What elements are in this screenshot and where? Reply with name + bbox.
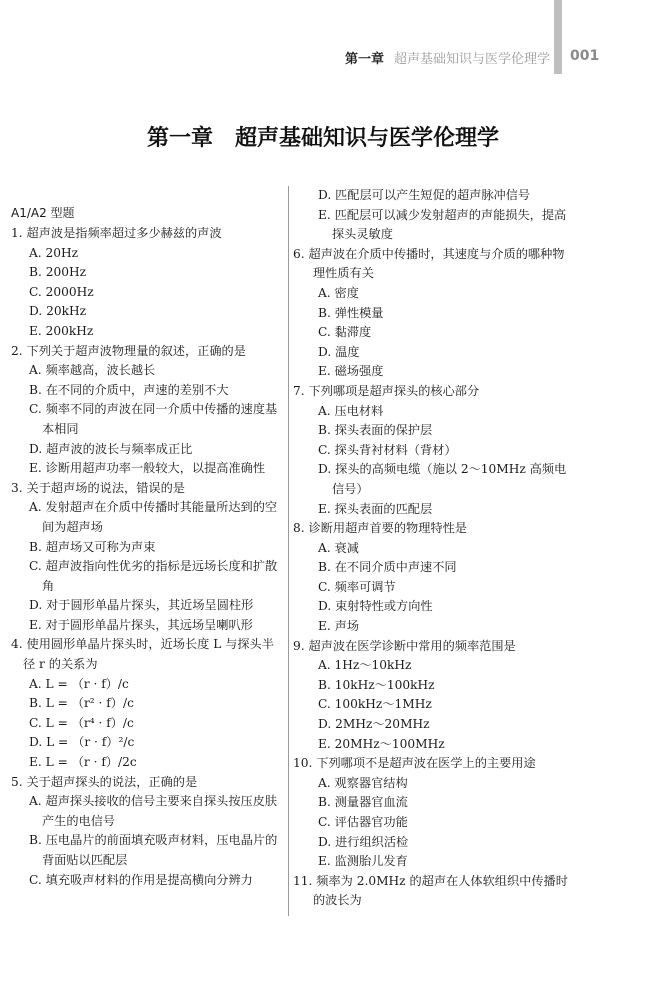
- question-stem: 11. 频率为 2.0MHz 的超声在人体软组织中传播时的波长为: [293, 873, 568, 908]
- option-b: B. 探头表面的保护层: [318, 423, 433, 438]
- option-c: C. L = （r⁴ · f）/c: [29, 715, 134, 730]
- question-stem: 8. 诊断用超声首要的物理特性是: [293, 521, 467, 536]
- option-d: D. 进行组织活检: [318, 834, 409, 849]
- question-stem: 1. 超声波是指频率超过多少赫兹的声波: [11, 226, 222, 240]
- option-e: E. 声场: [318, 619, 360, 634]
- option-e: E. 20MHz～100MHz: [318, 736, 445, 751]
- question-stem: 7. 下列哪项是超声探头的核心部分: [293, 383, 480, 398]
- option-a: A. 衰减: [318, 540, 359, 555]
- question-stem: 2. 下列关于超声波物理量的叙述，正确的是: [11, 343, 246, 358]
- option-a: A. 超声探头接收的信号主要来自探头按压皮肤产生的电信号: [29, 794, 278, 828]
- option-d: D. 束射特性或方向性: [318, 599, 433, 614]
- option-c: C. 评估器官功能: [318, 815, 408, 829]
- option-c: C. 频率可调节: [318, 579, 396, 594]
- option-c: C. 2000Hz: [29, 284, 94, 299]
- option-e: E. 诊断用超声功率一般较大，以提高准确性: [29, 461, 266, 476]
- section-label: A1/A2 型题: [11, 206, 75, 220]
- question-11: [293, 872, 568, 911]
- question-7: [293, 382, 568, 519]
- option-c: C. 黏滞度: [318, 325, 372, 340]
- option-b: B. 测量器官血流: [318, 795, 408, 810]
- option-b: B. L = （r² · f）/c: [29, 696, 134, 711]
- option-d: D. 20kHz: [29, 304, 87, 319]
- option-b: B. 在不同的介质中，声速的差别不大: [29, 382, 229, 397]
- option-b: B. 200Hz: [29, 265, 87, 280]
- option-d: D. 2MHz～20MHz: [318, 717, 430, 732]
- option-a: A. 频率越高，波长越长: [29, 363, 156, 378]
- option-a: A. 观察器官结构: [318, 775, 408, 790]
- option-d: D. 超声波的波长与频率成正比: [29, 441, 193, 456]
- question-10: [293, 754, 568, 872]
- question-5: [11, 773, 283, 891]
- option-d: D. 温度: [318, 344, 360, 359]
- option-e: E. 磁场强度: [318, 364, 384, 379]
- option-c: C. 超声波指向性优劣的指标是远场长度和扩散角: [29, 559, 278, 593]
- option-a: A. 20Hz: [29, 245, 79, 260]
- right-column: [293, 186, 568, 911]
- question-8: [293, 519, 568, 637]
- column-divider: [288, 186, 289, 916]
- running-header: [0, 44, 646, 68]
- question-1: [11, 224, 283, 342]
- option-b: B. 超声场又可称为声束: [29, 539, 156, 554]
- option-e: E. 对于圆形单晶片探头，其远场呈喇叭形: [29, 617, 253, 632]
- chapter-title: 第一章 超声基础知识与医学伦理学: [146, 126, 499, 151]
- question-6: [293, 245, 568, 382]
- header-chapter-subtitle: 超声基础知识与医学伦理学: [394, 52, 551, 67]
- option-a: A. 密度: [318, 285, 359, 300]
- question-stem: 4. 使用圆形单晶片探头时，近场长度 L 与探头半径 r 的关系为: [11, 637, 274, 672]
- question-stem: 10. 下列哪项不是超声波在医学上的主要用途: [293, 756, 536, 771]
- option-a: A. 发射超声在介质中传播时其能量所达到的空间为超声场: [29, 500, 278, 534]
- option-d: D. L = （r · f）²/c: [29, 735, 135, 750]
- left-column: [11, 186, 283, 890]
- option-a: A. L = （r · f）/c: [29, 676, 129, 691]
- question-stem: 6. 超声波在介质中传播时，其速度与介质的哪种物理性质有关: [293, 246, 565, 281]
- option-b: B. 10kHz～100kHz: [318, 677, 435, 692]
- option-d: D. 对于圆形单晶片探头，其近场呈圆柱形: [29, 598, 254, 613]
- question-5-continued: [293, 186, 568, 245]
- option-c: C. 100kHz～1MHz: [318, 697, 432, 712]
- question-3: [11, 479, 283, 636]
- question-stem: 5. 关于超声探头的说法，正确的是: [11, 774, 198, 789]
- option-c: C. 频率不同的声波在同一介质中传播的速度基本相同: [29, 402, 278, 436]
- option-e: E. 200kHz: [29, 323, 94, 338]
- option-d: D. 探头的高频电缆（施以 2～10MHz 高频电信号）: [318, 462, 567, 496]
- option-b: B. 在不同介质中声速不同: [318, 560, 457, 575]
- header-chapter-label: 第一章: [345, 52, 385, 67]
- question-stem: 3. 关于超声场的说法，错误的是: [11, 480, 185, 495]
- page-number: 001: [570, 48, 600, 64]
- option-b: B. 弹性模量: [318, 305, 384, 320]
- option-e: E. 探头表面的匹配层: [318, 501, 433, 516]
- option-d: D. 匹配层可以产生短促的超声脉冲信号: [318, 188, 531, 202]
- option-b: B. 压电晶片的前面填充吸声材料，压电晶片的背面贴以匹配层: [29, 833, 278, 867]
- header-edge-bar: [554, 0, 562, 74]
- option-e: E. 监测胎儿发育: [318, 854, 408, 869]
- option-e: E. L = （r · f）/2c: [29, 755, 137, 770]
- option-c: C. 探头背衬材料（背材）: [318, 442, 457, 457]
- question-4: [11, 635, 283, 772]
- question-2: [11, 342, 283, 479]
- option-a: A. 1Hz～10kHz: [318, 658, 412, 673]
- option-a: A. 压电材料: [318, 403, 384, 418]
- option-e: E. 匹配层可以减少发射超声的声能损失，提高探头灵敏度: [318, 207, 567, 242]
- option-c: C. 填充吸声材料的作用是提高横向分辨力: [29, 872, 253, 887]
- question-stem: 9. 超声波在医学诊断中常用的频率范围是: [293, 638, 516, 653]
- question-9: [293, 637, 568, 755]
